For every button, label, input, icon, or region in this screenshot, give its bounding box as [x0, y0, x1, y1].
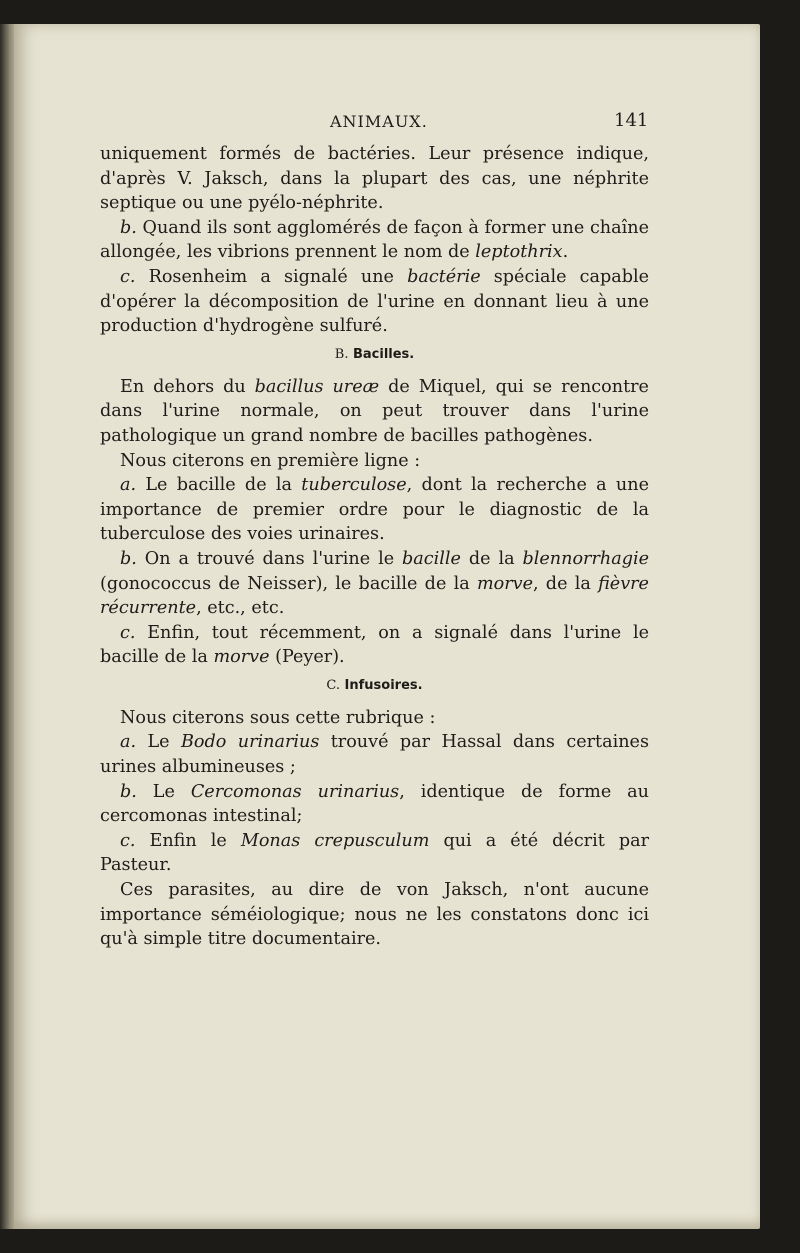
paragraph-text: , dont la recherche a une importance de premier ordre pour le diagnostic de la tuberculose des voies urinaires. [100, 475, 650, 545]
paragraph-text: de la [460, 548, 523, 569]
paragraph [100, 473, 649, 547]
item-letter: c. [120, 830, 136, 851]
italic-term: blennorrhagie [522, 548, 649, 569]
paragraph-text: spéciale capable d'opérer la décomposition de l'urine en donnant lieu à une production d'hydrogène sulfuré. [100, 266, 650, 337]
italic-term: bacillus ureæ [254, 376, 380, 397]
paragraph [100, 265, 649, 339]
paragraph [100, 780, 649, 829]
paragraph-text: qui a été décrit par Pasteur. [100, 830, 649, 876]
italic-term: leptothrix [475, 242, 563, 263]
section-number: B. [334, 346, 349, 362]
italic-term: morve [476, 573, 533, 594]
italic-term: Cercomonas urinarius [190, 781, 400, 802]
italic-term: Bodo urinarius [180, 732, 320, 753]
paragraph [100, 829, 649, 878]
section-heading [100, 345, 649, 365]
section-heading [100, 676, 649, 696]
item-letter: c. [120, 622, 136, 643]
paragraph: uniquement formés de bactéries. Leur présence indique, d'après V. Jaksch, dans la plupart des cas, une néphrite septique ou une pyélo-néphrite. [100, 144, 649, 214]
paragraph-text: (Peyer). [269, 647, 345, 668]
paragraph-text: Le bacille de la [136, 475, 302, 496]
paragraph [100, 216, 649, 265]
item-letter: b. [120, 781, 137, 802]
paragraph [100, 730, 649, 779]
paragraph [100, 621, 649, 670]
section-number: C. [326, 677, 341, 693]
paragraph-text: , identique de forme au cercomonas intestinal; [100, 781, 649, 827]
paragraph [100, 375, 649, 449]
running-title: ANIMAUX. [330, 112, 428, 131]
paragraph: Nous citerons sous cette rubrique : [120, 707, 436, 728]
paragraph-text: , etc., etc. [196, 598, 285, 619]
page-body [100, 142, 649, 952]
paragraph-text: On a trouvé dans l'urine le [136, 548, 403, 569]
paragraph-text: Enfin le [135, 830, 241, 851]
item-letter: a. [120, 475, 137, 496]
paragraph-text: , de la [532, 573, 599, 594]
paragraph-text: Enfin, tout récemment, on a signalé dans l'urine le bacille de la [100, 622, 649, 668]
italic-term: tuberculose [301, 475, 407, 496]
paragraph-text: Rosenheim a signalé une [135, 266, 408, 287]
item-letter: c. [120, 266, 136, 287]
section-title: Bacilles. [352, 346, 415, 362]
item-letter: b. [120, 548, 137, 569]
paragraph: Ces parasites, au dire de von Jaksch, n'ont aucune importance séméiologique; nous ne les constatons donc ici qu'à simple titre documentaire. [100, 880, 649, 950]
paragraph-text: Le [136, 732, 181, 753]
italic-term: fièvre récurrente [100, 573, 649, 619]
italic-term: morve [213, 647, 270, 668]
paragraph-text: de Miquel, qui se rencontre dans l'urine normale, on peut trouver dans l'urine pathologique un grand nombre de bacilles pathogènes. [100, 376, 649, 446]
italic-term: Monas crepusculum [240, 830, 430, 851]
paragraph [100, 547, 649, 621]
paragraph-text: Quand ils sont agglomérés de façon à former une chaîne allongée, les vibrions prennent le nom de [100, 217, 649, 263]
page-header [0, 108, 800, 138]
page-number: 141 [614, 110, 649, 131]
section-title: Infusoires. [344, 677, 423, 693]
item-letter: a. [120, 732, 137, 753]
italic-term: bacille [402, 548, 461, 569]
paragraph-text: Le [136, 781, 191, 802]
italic-term: bactérie [407, 266, 481, 287]
paragraph-text: (gonococcus de Neisser), le bacille de la [100, 573, 477, 594]
paragraph-text: En dehors du [120, 376, 255, 397]
paragraph-text: trouvé par Hassal dans certaines urines albumineuses ; [100, 732, 649, 778]
item-letter: b. [120, 217, 137, 238]
paragraph: Nous citerons en première ligne : [120, 450, 421, 471]
paragraph-text: . [562, 242, 569, 263]
